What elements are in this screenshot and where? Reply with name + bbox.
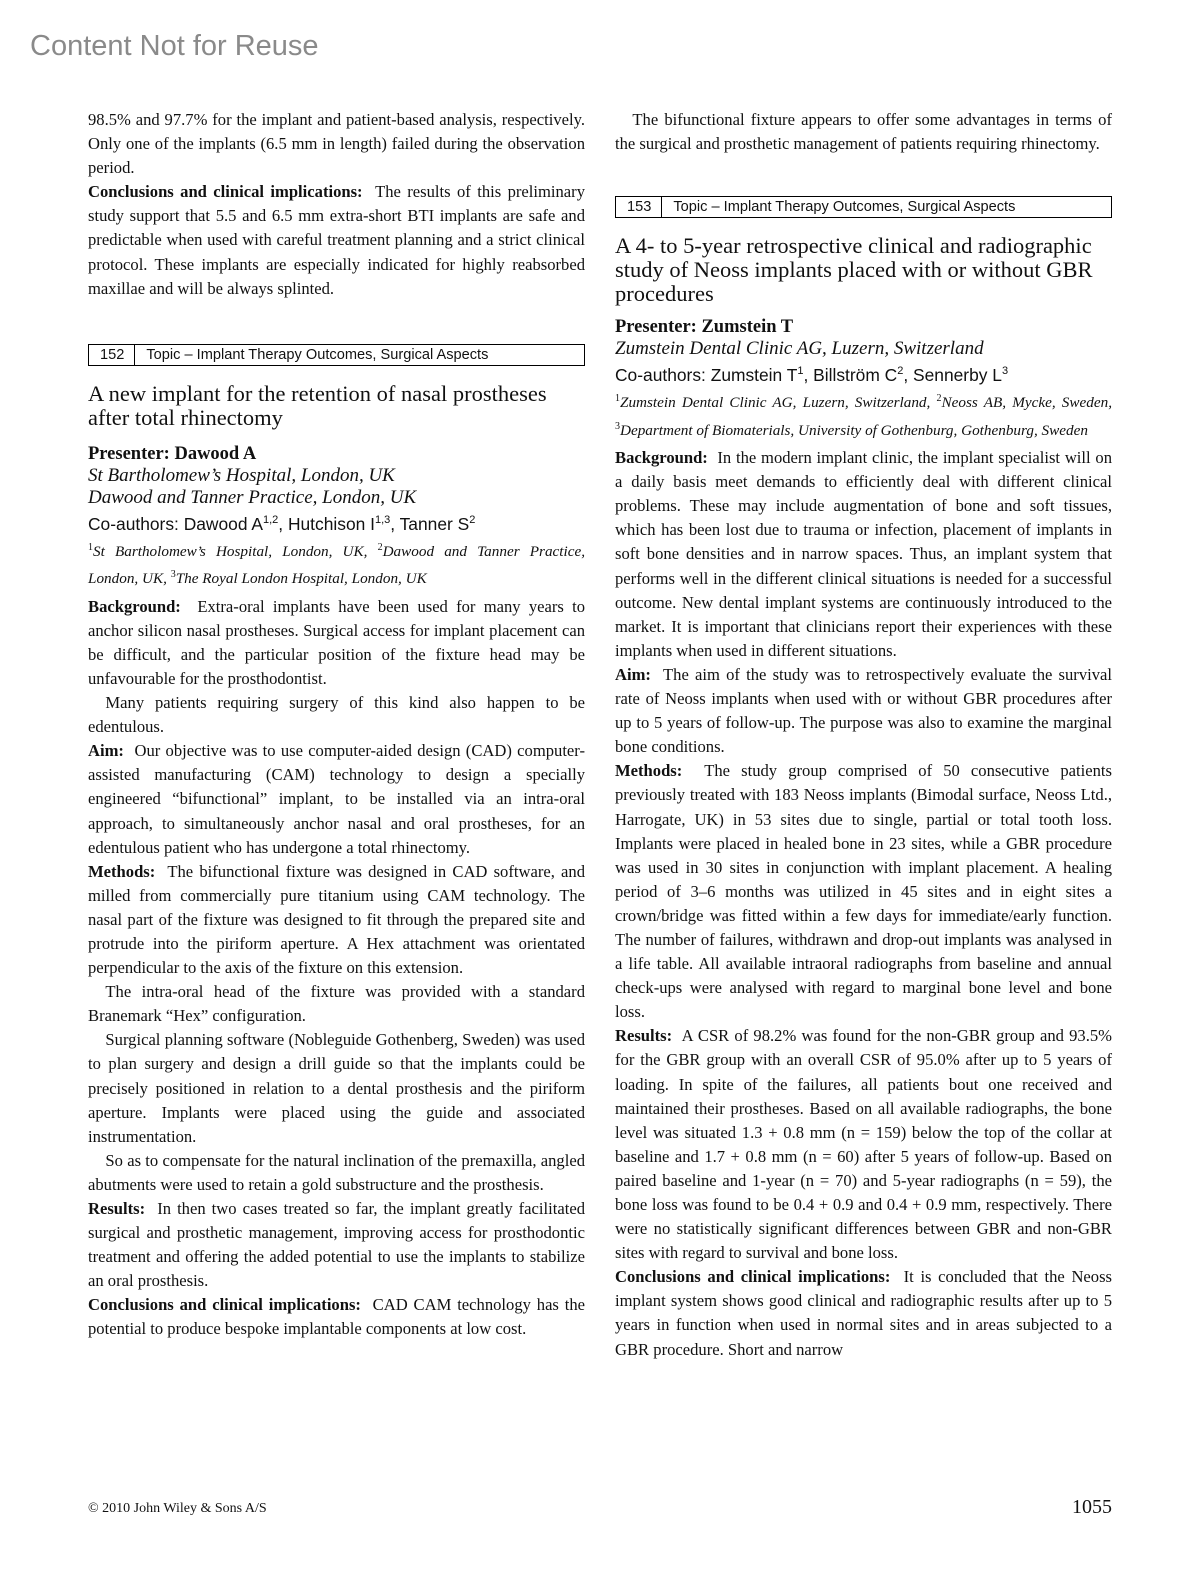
background-paragraph: Many patients requiring surgery of this kind also happen to be edentulous.: [88, 693, 585, 737]
coauthors-prefix: Co-authors:: [615, 364, 711, 385]
note-num: 1: [615, 392, 620, 404]
coauthor-sup: 1: [797, 365, 804, 378]
coauthor: Hutchison I: [287, 513, 375, 534]
continued-paragraph: 98.5% and 97.7% for the implant and patient-based analysis, respectively. Only one of the implants (6.5 mm in length) failed during the observation period.: [88, 110, 585, 178]
section-text: In then two cases treated so far, the implant greatly facilitated surgical and prosthetic management, improving access for prosthodontic treatment and offering the added potential to use the implants to stabilize an oral prosthesis.: [88, 1199, 585, 1291]
note: Department of Biomaterials, University of Gothenburg, Gothenburg, Sweden: [620, 421, 1088, 439]
methods-section: [88, 860, 585, 980]
coauthor-sup: 2: [469, 513, 476, 526]
section-label: Aim:: [615, 664, 651, 684]
affiliation: St Bartholomew’s Hospital, London, UK: [88, 464, 395, 486]
note-num: 3: [170, 569, 176, 581]
page-number: 1055: [1072, 1496, 1112, 1518]
affiliation: Dawood and Tanner Practice, London, UK: [88, 486, 417, 508]
background-section: [615, 446, 1112, 663]
continued-conclusions: [88, 180, 585, 300]
topic-label: Topic – Implant Therapy Outcomes, Surgical Aspects: [673, 199, 1016, 216]
note: Zumstein Dental Clinic AG, Luzern, Switzerland,: [620, 394, 937, 412]
coauthors: Co-authors: Zumstein $T^1$, Billström $C^2$, Sennerby $L^3$: [615, 364, 1009, 385]
presenter: Presenter: Dawood A: [88, 443, 257, 464]
section-text: The aim of the study was to retrospectively evaluate the survival rate of Neoss implants when used with or without GBR procedures after up to 5 years of follow-up. The purpose was also to examine the marginal bone conditions.: [615, 664, 1113, 757]
section-label: Methods:: [88, 861, 156, 881]
abstract-number: 153: [616, 197, 662, 217]
coauthor: Dawood A: [183, 513, 263, 534]
continued-paragraph: The bifunctional fixture appears to offer some advantages in terms of the surgical and prosthetic management of patients requiring rhinectomy.: [615, 110, 1112, 154]
section-label: Results:: [615, 1026, 673, 1046]
section-label: Aim:: [88, 741, 124, 761]
section-text: It is concluded that the Neoss implant system shows good clinical and radiographic results after up to 5 years in function when used in normal sites and in areas subjected to a GBR procedure. Short and narrow: [615, 1267, 1113, 1359]
watermark: Content Not for Reuse: [30, 30, 319, 62]
coauthor-sup: 1,2: [262, 513, 279, 526]
background-section: [88, 595, 585, 691]
coauthor-sup: 1,3: [374, 513, 391, 526]
coauthor-sup: 2: [897, 365, 904, 378]
section-label: Conclusions and clinical implications:: [88, 182, 363, 202]
abstract-title: A new implant for the retention of nasal prostheses after total rhinectomy: [88, 380, 547, 430]
conclusions-section: [88, 1293, 585, 1341]
methods-section: [615, 759, 1112, 1024]
section-label: Background:: [88, 596, 181, 616]
abstract-title: A 4- to 5-year retrospective clinical and radiographic study of Neoss implants placed with or without GBR procedures: [615, 233, 1093, 307]
coauthor: Zumstein T: [710, 364, 798, 385]
coauthors-prefix: Co-authors:: [88, 513, 184, 534]
affiliation: Zumstein Dental Clinic AG, Luzern, Switzerland: [615, 338, 984, 360]
section-label: Conclusions and clinical implications:: [88, 1295, 361, 1315]
topic-header: [88, 344, 585, 366]
abstract-number: 152: [89, 345, 135, 365]
coauthor: Tanner S: [399, 513, 470, 534]
section-label: Results:: [88, 1199, 146, 1219]
section-text: CAD CAM technology has the potential to produce bespoke implantable components at low cost.: [88, 1295, 586, 1339]
affiliation-notes: [615, 387, 1112, 442]
note: The Royal London Hospital, London, UK: [175, 570, 427, 588]
methods-paragraph: The intra-oral head of the fixture was provided with a standard Branemark “Hex” configuration.: [88, 982, 585, 1026]
note-num: 3: [615, 420, 620, 432]
left-column: [88, 108, 585, 1342]
note-num: 2: [936, 392, 942, 404]
coauthors: Co-authors: Dawood A$^{1,2}$, Hutchison I$^{1,3}$, Tanner $S^2$: [88, 513, 476, 534]
note: Neoss AB, Mycke, Sweden,: [941, 394, 1112, 412]
note: St Bartholomew’s Hospital, London, UK,: [93, 542, 378, 560]
presenter: Presenter: Zumstein T: [615, 317, 794, 338]
coauthor: Sennerby L: [913, 364, 1002, 385]
aim-section: [615, 663, 1112, 759]
section-label: Background:: [615, 448, 708, 468]
section-label: Conclusions and clinical implications:: [615, 1267, 891, 1287]
note-num: 2: [377, 541, 383, 553]
section-text: The bifunctional fixture was designed in CAD software, and milled from commercially pure titanium using CAM technology. The nasal part of the fixture was designed to fit through the prepared site and protrude into the piriform aperture. A Hex attachment was orientated perpendicular to the axis of the fixture on this extension.: [88, 861, 586, 978]
coauthor: Billström C: [813, 364, 898, 385]
section-text: The study group comprised of 50 consecutive patients previously treated with 183 Neoss implants (Bimodal surface, Neoss Ltd., Harrogate, UK) in 53 sites due to single, partial or total tooth loss. Implants were placed in healed bone in 23 sites, while a GBR procedure was used in 30 sites in conjunction with implant placement. A healing period of 3–6 months was utilized in 45 sites and in eight sites a crown/bridge was fitted within a few days for immediate/early function. The number of failures, withdrawn and drop-out implants was analysed in a life table. All available intraoral radiographs from baseline and annual check-ups were analysed with regard to marginal bone level and bone loss.: [615, 761, 1112, 1022]
results-section: [88, 1197, 585, 1293]
note-num: 1: [88, 541, 93, 553]
coauthor-sup: 3: [1001, 365, 1009, 378]
note: Dawood and Tanner Practice, London, UK,: [88, 542, 585, 588]
methods-paragraph: So as to compensate for the natural inclination of the premaxilla, angled abutments were used to retain a gold substructure and the prosthesis.: [88, 1150, 585, 1194]
topic-header: [615, 196, 1112, 218]
conclusions-section: [615, 1265, 1112, 1361]
topic-label: Topic – Implant Therapy Outcomes, Surgical Aspects: [146, 346, 489, 363]
section-label: Methods:: [615, 761, 683, 781]
section-text: Our objective was to use computer-aided design (CAD) computer-assisted manufacturing (CAM) technology to design a specially engineered “bifunctional” implant, to be installed via an intra-oral approach, to simultaneously anchor nasal and oral prostheses, for an edentulous patient who has undergone a total rhinectomy.: [88, 741, 586, 857]
affiliation-notes: [88, 536, 585, 591]
section-text: A CSR of 98.2% was found for the non-GBR group and 93.5% for the GBR group with an overall CSR of 95.0% after up to 5 years of loading. In spite of the failures, all patients bout one received and maintained their prostheses. Based on all available radiographs, the bone level was situated 1.3 + 0.8 mm (n = 159) below the top of the collar at baseline and 1.7 + 0.8 mm (n = 60) after 5 years of follow-up. Based on paired baseline and 1-year (n = 70) and 5-year radiographs (n = 59), the bone loss was found to be 0.4 + 0.9 and 0.4 + 0.9 mm, respectively. There were no statistically significant differences between GBR and non-GBR sites with regard to survival and bone loss.: [615, 1026, 1112, 1263]
copyright: © 2010 John Wiley & Sons A/S: [88, 1501, 267, 1516]
results-section: [615, 1024, 1112, 1265]
right-column: [615, 108, 1112, 1362]
section-text: Extra-oral implants have been used for many years to anchor silicon nasal prostheses. Surgical access for implant placement can be difficult, and the particular position of the fixture head may be unfavourable for the prosthodontist.: [88, 596, 586, 688]
section-text: In the modern implant clinic, the implant specialist will on a daily basis meet demands to efficiently deal with different clinical problems. These may include augmentation of bone and soft tissues, which has been lost due to trauma or infection, placement of implants in soft bone densities and in narrow spaces. Thus, an implant system that performs well in the different clinical situations is needed for a successful outcome. New dental implant systems are continuously introduced to the market. It is important that clinicians report their experiences with these implants when used in different situations.: [615, 448, 1113, 660]
methods-paragraph: Surgical planning software (Nobleguide Gothenberg, Sweden) was used to plan surgery and design a drill guide so that the implants could be precisely positioned in relation to a dental prosthesis and the piriform aperture. Implants were placed using the guide and associated instrumentation.: [88, 1030, 585, 1146]
aim-section: [88, 739, 585, 859]
section-text: The results of this preliminary study support that 5.5 and 6.5 mm extra-short BTI implants are safe and predictable when used with careful treatment planning and a strict clinical protocol. These implants are especially indicated for highly reabsorbed maxillae and will be always splinted.: [88, 182, 585, 298]
